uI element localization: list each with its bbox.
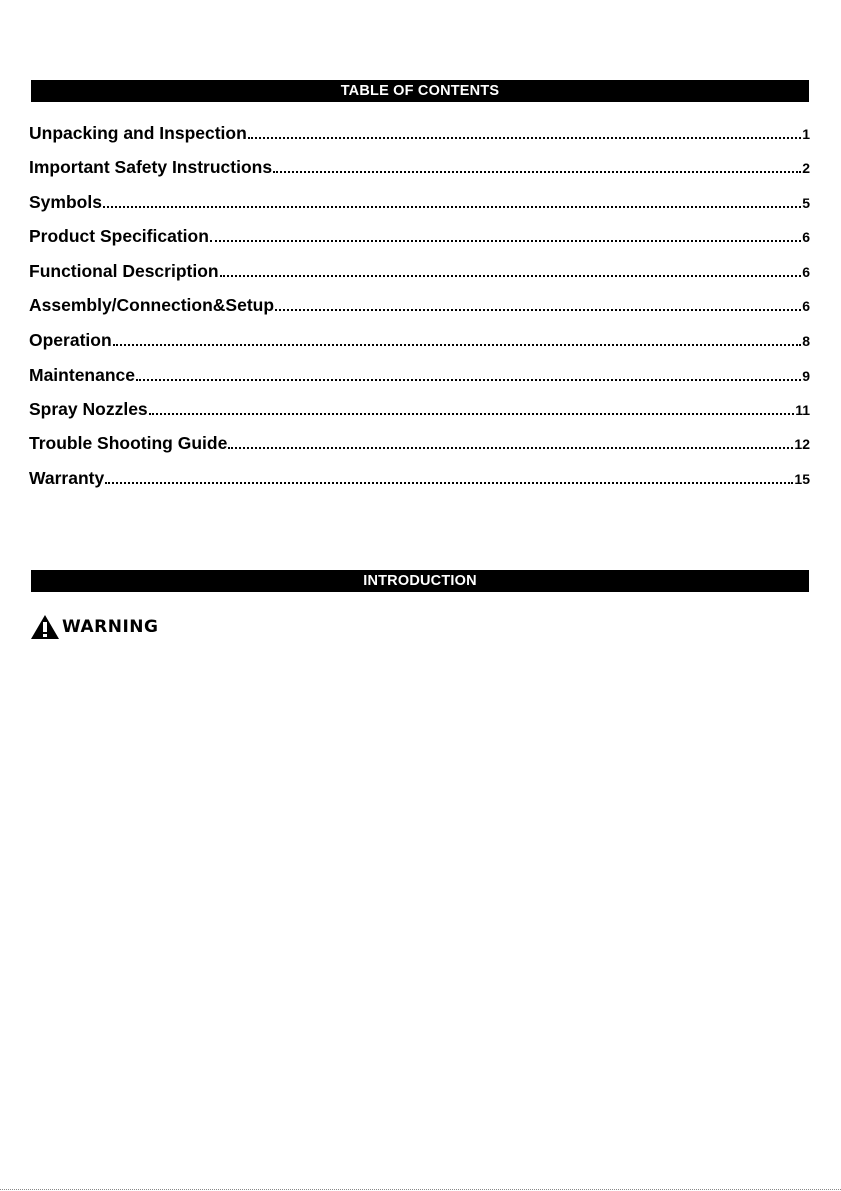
toc-leader-dots	[275, 309, 801, 311]
toc-entry-title: Warranty	[29, 468, 105, 488]
toc-entry[interactable]	[29, 326, 810, 350]
toc-entry[interactable]	[29, 464, 810, 488]
toc-entry[interactable]	[29, 153, 810, 177]
toc-entry-title: Maintenance	[29, 365, 135, 385]
toc-entry-page: 9	[802, 368, 810, 384]
toc-entry[interactable]	[29, 429, 810, 453]
toc-entry-page: 6	[802, 264, 810, 280]
toc-entry[interactable]	[29, 361, 810, 385]
toc-leader-dots	[136, 379, 801, 381]
toc-entry[interactable]	[29, 188, 810, 212]
warning-label: WARNING	[62, 617, 159, 637]
warning-notice	[30, 614, 158, 640]
toc-entry-title: Product Specification	[29, 226, 209, 246]
toc-entry[interactable]	[29, 119, 810, 143]
toc-leader-dots	[248, 137, 801, 139]
toc-entry-page: 6	[802, 298, 810, 314]
toc-heading: TABLE OF CONTENTS	[340, 83, 500, 99]
toc-entry-title: Symbols	[29, 192, 102, 212]
toc-list	[0, 0, 841, 500]
toc-entry[interactable]	[29, 257, 810, 281]
toc-entry[interactable]	[29, 291, 810, 315]
toc-entry-title: Assembly/Connection&Setup	[29, 295, 275, 315]
introduction-heading-bar	[31, 570, 809, 592]
toc-entry-title: Operation	[29, 330, 112, 350]
toc-leader-dots	[149, 413, 795, 415]
toc-entry[interactable]	[29, 395, 810, 419]
toc-leader-dots	[103, 206, 801, 208]
introduction-heading: INTRODUCTION	[363, 573, 477, 589]
toc-leader-dots	[220, 275, 802, 277]
toc-entry-page: 6	[802, 229, 810, 245]
toc-entry-title: Important Safety Instructions	[29, 157, 273, 177]
toc-entry-page: 8	[802, 333, 810, 349]
toc-entry-page: 15	[794, 471, 810, 487]
toc-entry-page: 5	[802, 195, 810, 211]
toc-entry-title: Unpacking and Inspection	[29, 123, 247, 143]
toc-entry-page: 1	[802, 126, 810, 142]
toc-leader-dots	[105, 482, 793, 484]
toc-leader-dots	[228, 447, 793, 449]
page-bottom-rule	[0, 1189, 841, 1190]
toc-leader-dots	[273, 171, 801, 173]
toc-entry-title: Spray Nozzles	[29, 399, 148, 419]
toc-entry-title: Trouble Shooting Guide	[29, 433, 228, 453]
toc-entry-page: 12	[794, 436, 810, 452]
toc-entry[interactable]	[29, 222, 810, 246]
toc-leader-dots	[210, 240, 801, 242]
warning-triangle-icon	[30, 614, 60, 640]
toc-entry-page: 11	[795, 402, 810, 418]
toc-entry-page: 2	[802, 160, 810, 176]
toc-leader-dots	[113, 344, 802, 346]
toc-entry-title: Functional Description	[29, 261, 219, 281]
